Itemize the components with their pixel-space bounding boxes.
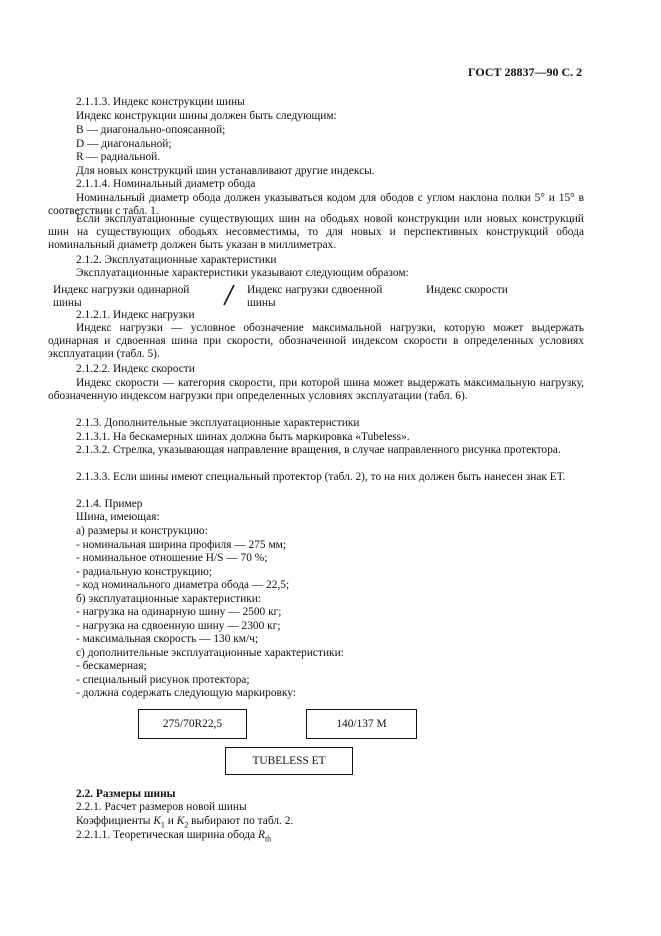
paragraph: Если эксплуатационные существующих шин на ободьях новой конструкции или новых конструкций шин на существующих ободьях несовместимы, то для новых и перспективных конструкций обода номинальный диаметр должен быть указан в миллиметрах. [48, 213, 584, 252]
clause-2-2-1-1-title [76, 829, 271, 845]
formula-label: шины [53, 297, 82, 310]
clause-2-1-4-title: 2.1.4. Пример [76, 498, 143, 510]
marking-box-load-speed: 140/137 M [306, 709, 417, 739]
list-item: - нагрузка на одинарную шину — 2500 кг; [76, 606, 282, 618]
marking-box-size: 275/70R22,5 [138, 709, 247, 739]
clause-2-1-2-1-title: 2.1.2.1. Индекс нагрузки [76, 309, 195, 321]
list-item: а) размеры и конструкцию: [76, 525, 208, 537]
list-item: - код номинального диаметра обода — 22,5; [76, 579, 290, 591]
text-fragment: и [164, 815, 177, 827]
text-line: 2.1.3.1. На бескамерных шинах должна быть маркировка «Tubeless». [76, 431, 410, 443]
paragraph: Индекс нагрузки — условное обозначение максимальной нагрузки, которую может выдержать одинарная и сдвоенная шина при скорости, обозначенной индексом скорости в определенных условиях эксплуатации (табл. 5). [48, 322, 584, 361]
clause-2-1-1-3-title: 2.1.1.3. Индекс конструкции шины [76, 96, 245, 108]
paragraph: 2.1.3.3. Если шины имеют специальный протектор (табл. 2), то на них должен быть нанесен знак ЕТ. [76, 471, 566, 483]
subscript: th [264, 834, 272, 844]
text-line: Эксплуатационные характеристики указывают следующим образом: [76, 267, 409, 279]
list-item: - радиальную конструкцию; [76, 566, 213, 578]
clause-2-1-1-4-title: 2.1.1.4. Номинальный диаметр обода [76, 178, 256, 190]
list-item: D — диагональной; [76, 138, 172, 150]
list-item: - должна содержать следующую маркировку: [76, 687, 296, 699]
subscript: 2 [184, 820, 189, 830]
formula-label: Индекс нагрузки одинарной [53, 284, 190, 296]
text-line: Для новых конструкций шин устанавливают другие индексы. [76, 165, 375, 177]
list-item: - нагрузка на сдвоенную шину — 2300 кг; [76, 620, 281, 632]
symbol-r: R [257, 829, 265, 841]
list-item: - номинальная ширина профиля — 275 мм; [76, 539, 287, 551]
formula-label: Индекс нагрузки сдвоенной [247, 284, 383, 296]
clause-2-1-3-title: 2.1.3. Дополнительные эксплуатационные характеристики [76, 417, 360, 429]
formula-speed: Индекс скорости [426, 284, 508, 296]
list-item: R — радиальной. [76, 151, 161, 163]
text-fragment: 2.2.1.1. Теоретическая ширина обода [76, 829, 258, 841]
paragraph: 2.1.3.2. Стрелка, указывающая направление вращения, в случае направленного рисунка протектора. [76, 444, 561, 456]
slash-separator [220, 283, 238, 307]
clause-2-2-1-title: 2.2.1. Расчет размеров новой шины [76, 801, 247, 813]
paragraph: Индекс скорости — категория скорости, при которой шина может выдержать максимальную нагрузку, обозначенную индексом нагрузки при определенных условиях эксплуатации (табл. 6). [48, 377, 584, 403]
symbol-k: K [153, 815, 161, 827]
list-item: с) дополнительные эксплуатационные характеристики: [76, 647, 344, 659]
text-line: Индекс конструкции шины должен быть следующим: [76, 110, 337, 122]
list-item: - номинальное отношение H/S — 70 %; [76, 552, 268, 564]
symbol-k: K [176, 815, 185, 827]
list-item: б) эксплуатационные характеристики: [76, 593, 262, 605]
formula-load-dual [247, 284, 382, 310]
list-item: - максимальная скорость — 130 км/ч; [76, 633, 259, 645]
page-header: ГОСТ 28837—90 С. 2 [468, 65, 583, 79]
clause-2-1-2-title: 2.1.2. Эксплуатационные характеристики [76, 254, 277, 266]
text-line: Шина, имеющая: [76, 511, 160, 523]
section-2-2-title: 2.2. Размеры шины [76, 788, 176, 800]
text-fragment: выбирают по табл. 2. [188, 815, 294, 827]
subscript: 1 [160, 820, 165, 830]
formula-load-single [53, 284, 189, 310]
list-item: В — диагонально-опоясанной; [76, 124, 226, 136]
text-fragment: Коэффициенты [76, 815, 154, 827]
paragraph: Номинальный диаметр обода должен указываться кодом для ободов с углом наклона полки 5° и 15° в соответствии с табл. 1. [48, 192, 584, 218]
formula-label: шины [247, 297, 276, 310]
marking-box-tubeless: TUBELESS ET [225, 747, 353, 775]
list-item: - бескамерная; [76, 660, 147, 672]
list-item: - специальный рисунок протектора; [76, 674, 250, 686]
clause-2-1-2-2-title: 2.1.2.2. Индекс скорости [76, 363, 195, 375]
